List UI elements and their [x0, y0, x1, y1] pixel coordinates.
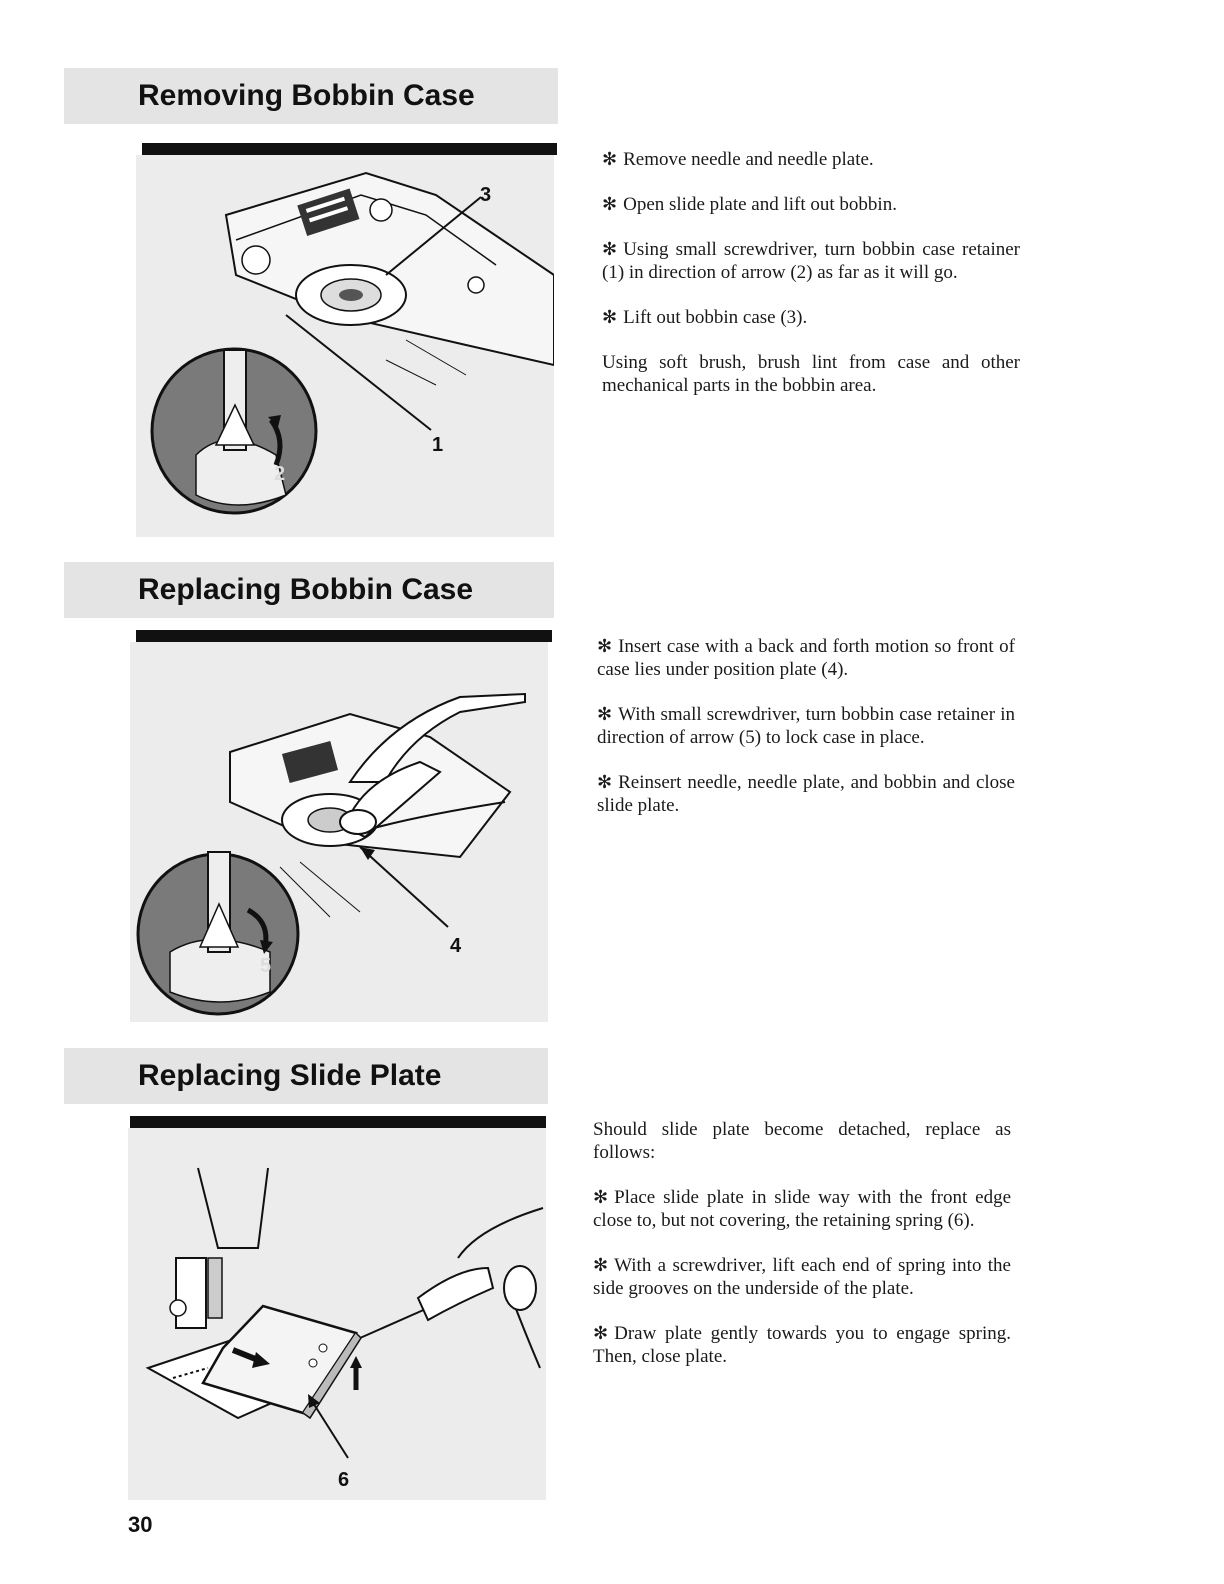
- callout-4: 4: [450, 935, 462, 957]
- section-rule: [142, 143, 557, 155]
- step-bullet: ✻: [593, 1255, 609, 1276]
- step-bullet: ✻: [602, 149, 618, 170]
- step-bullet: ✻: [597, 772, 613, 793]
- step-bullet: ✻: [593, 1187, 609, 1208]
- section-rule: [136, 630, 552, 642]
- step-bullet: ✻: [602, 194, 618, 215]
- removing-bobbin-case-illustration: [136, 155, 554, 537]
- step: [597, 703, 1015, 749]
- callout-1: 1: [432, 434, 444, 456]
- step-text: Reinsert needle, needle plate, and bobbin and close slide plate.: [597, 772, 1015, 816]
- page-number: 30: [128, 1512, 153, 1537]
- section-title-replacing-slide-plate: Replacing Slide Plate: [64, 1048, 548, 1104]
- step: [602, 306, 1020, 329]
- removing-bobbin-case-drawing: [136, 155, 554, 537]
- step-text: Using small screwdriver, turn bobbin case retainer (1) in direction of arrow (2) as far as it will go.: [602, 239, 1020, 283]
- replacing-bobbin-case-instructions: [597, 635, 1015, 839]
- step-text: Draw plate gently towards you to engage spring. Then, close plate.: [593, 1323, 1011, 1367]
- callout-5: 5: [260, 955, 272, 977]
- replacing-slide-plate-instructions: [593, 1118, 1011, 1390]
- section-title-removing-bobbin-case: Removing Bobbin Case: [64, 68, 558, 124]
- step-text: Open slide plate and lift out bobbin.: [623, 194, 897, 215]
- step-text: With small screwdriver, turn bobbin case retainer in direction of arrow (5) to lock case in place.: [597, 704, 1015, 748]
- step: [602, 148, 1020, 171]
- step-text: Lift out bobbin case (3).: [623, 307, 808, 328]
- section-rule: [130, 1116, 546, 1128]
- step: [593, 1254, 1011, 1300]
- step: [593, 1322, 1011, 1368]
- step: [602, 238, 1020, 284]
- replacing-bobbin-case-illustration: [130, 642, 548, 1022]
- replacing-slide-plate-illustration: [128, 1128, 546, 1500]
- callout-6: 6: [338, 1469, 350, 1491]
- step-bullet: ✻: [597, 636, 613, 657]
- step-bullet: ✻: [593, 1323, 609, 1344]
- step: [602, 193, 1020, 216]
- section-title-replacing-bobbin-case: Replacing Bobbin Case: [64, 562, 554, 618]
- step-text: Place slide plate in slide way with the front edge close to, but not covering, the retaining spring (6).: [593, 1187, 1011, 1231]
- step-bullet: ✻: [602, 239, 618, 260]
- step: [597, 635, 1015, 681]
- step-text: Insert case with a back and forth motion so front of case lies under position plate (4).: [597, 636, 1015, 680]
- callout-2: 2: [274, 463, 286, 485]
- step: [593, 1186, 1011, 1232]
- intro: Should slide plate become detached, replace as follows:: [593, 1119, 1011, 1163]
- step-text: Remove needle and needle plate.: [623, 149, 874, 170]
- callout-3: 3: [480, 184, 492, 206]
- replacing-bobbin-case-drawing: [130, 642, 548, 1022]
- step: [597, 771, 1015, 817]
- step-bullet: ✻: [597, 704, 613, 725]
- removing-bobbin-case-instructions: [602, 148, 1020, 419]
- replacing-slide-plate-drawing: [128, 1128, 546, 1500]
- note: Using soft brush, brush lint from case and other mechanical parts in the bobbin area.: [602, 352, 1020, 396]
- step-text: With a screwdriver, lift each end of spring into the side grooves on the underside of the plate.: [593, 1255, 1011, 1299]
- step-bullet: ✻: [602, 307, 618, 328]
